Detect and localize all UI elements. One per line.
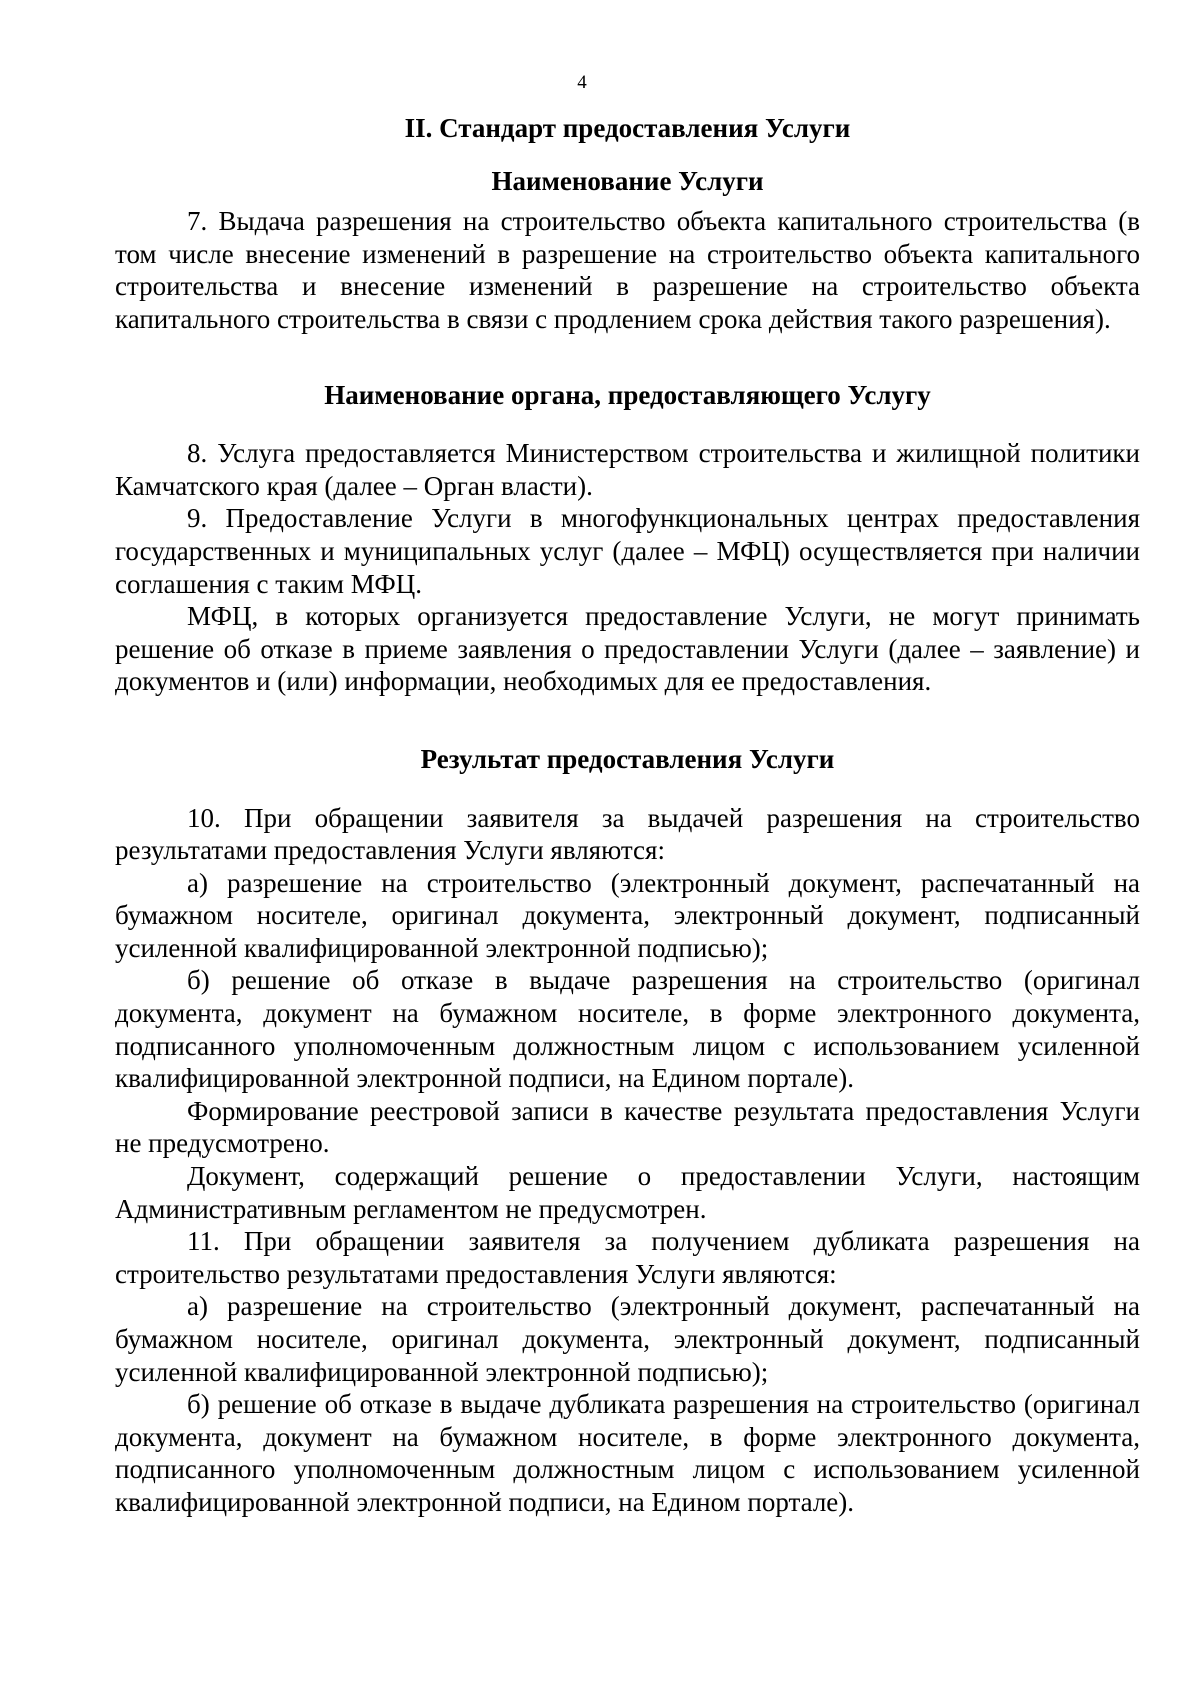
paragraph-10-registry: Формирование реестровой записи в качестве результата предоставления Услуги не предусмотрено. <box>115 1095 1140 1159</box>
heading-result: Результат предоставления Услуги <box>420 743 835 774</box>
paragraph-10-a: а) разрешение на строительство (электронный документ, распечатанный на бумажном носителе, оригинал документа, электронный документ, подписанный усиленной квалифицированной электронной подписью); <box>115 867 1140 963</box>
heading-authority: Наименование органа, предоставляющего Услугу <box>324 379 931 410</box>
paragraph-7: 7. Выдача разрешения на строительство объекта капитального строительства (в том числе внесение изменений в разрешение на строительство объекта капитального строительства и внесение изменений в разрешение на строительство объекта капитального строительства в связи с продлением срока действия такого разрешения). <box>115 206 1140 334</box>
paragraph-11: 11. При обращении заявителя за получением дубликата разрешения на строительство результатами предоставления Услуги являются: <box>115 1226 1140 1289</box>
paragraph-11-a: а) разрешение на строительство (электронный документ, распечатанный на бумажном носителе, оригинал документа, электронный документ, подписанный усиленной квалифицированной электронной подписью); <box>115 1291 1140 1387</box>
paragraph-11-b: б) решение об отказе в выдаче дубликата разрешения на строительство (оригинал документа, документ на бумажном носителе, в форме электронного документа, подписанного уполномоченным должностным лицом с использованием усиленной квалифицированной электронной подписи, на Едином портале). <box>115 1389 1140 1517</box>
heading-service-name: Наименование Услуги <box>491 165 764 196</box>
section-title: II. Стандарт предоставления Услуги <box>404 113 851 143</box>
paragraph-9-mfc: МФЦ, в которых организуется предоставление Услуги, не могут принимать решение об отказе в приеме заявления о предоставлении Услуги (далее – заявление) и документов и (или) информации, необходимых для ее предоставления. <box>115 601 1140 697</box>
paragraph-8: 8. Услуга предоставляется Министерством строительства и жилищной политики Камчатского края (далее – Орган власти). <box>115 438 1140 501</box>
paragraph-9: 9. Предоставление Услуги в многофункциональных центрах предоставления государственных и муниципальных услуг (далее – МФЦ) осуществляется при наличии соглашения с таким МФЦ. <box>115 503 1140 599</box>
page-number: 4 <box>577 72 587 93</box>
paragraph-10-document: Документ, содержащий решение о предоставлении Услуги, настоящим Административным регламентом не предусмотрен. <box>115 1161 1140 1224</box>
paragraph-10: 10. При обращении заявителя за выдачей разрешения на строительство результатами предоставления Услуги являются: <box>115 802 1140 866</box>
document-body <box>115 112 1140 1519</box>
paragraph-10-b: б) решение об отказе в выдаче разрешения на строительство (оригинал документа, документ на бумажном носителе, в форме электронного документа, подписанного уполномоченным должностным лицом с использованием усиленной квалифицированной электронной подписи, на Едином портале). <box>115 965 1140 1094</box>
